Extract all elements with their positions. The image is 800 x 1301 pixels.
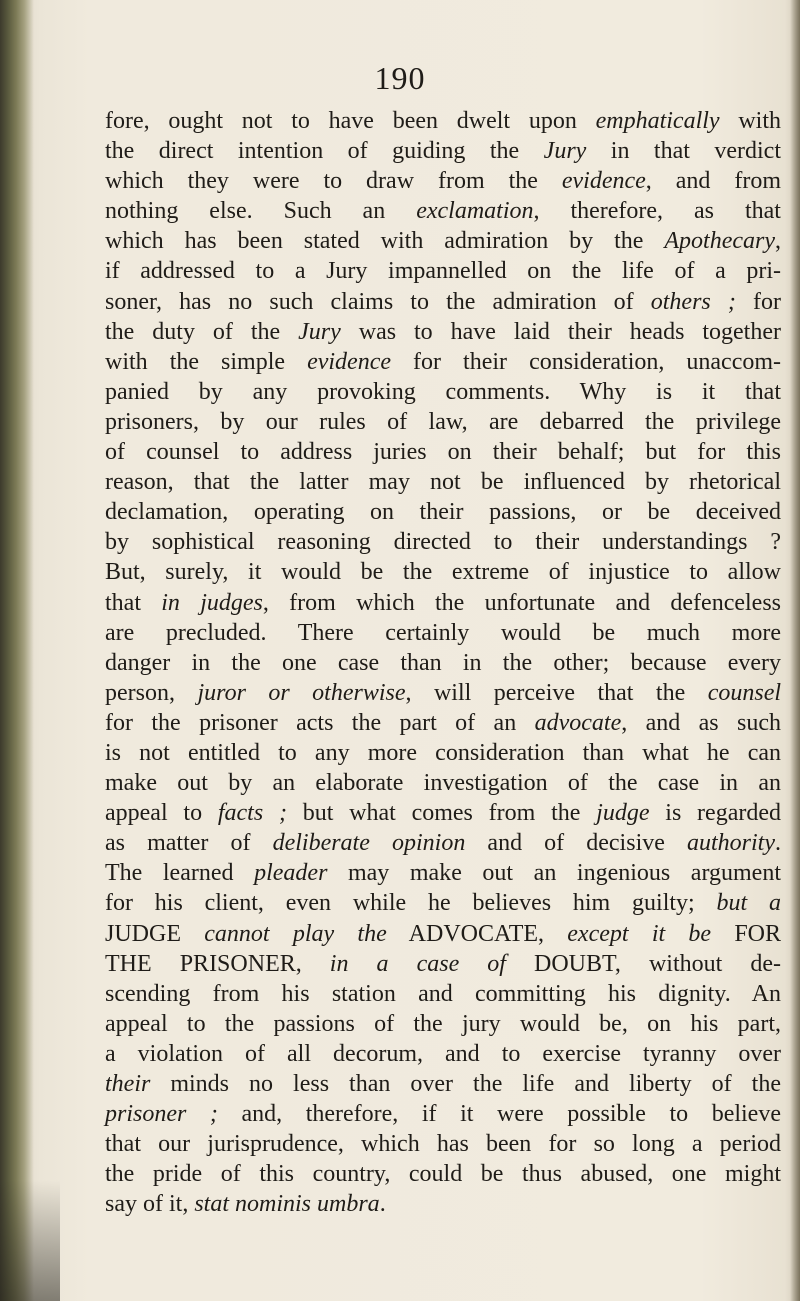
text-segment: is regarded [649,800,781,827]
italic-text-segment: counsel [707,679,782,706]
text-segment: person, [105,679,198,706]
text-line [105,317,781,347]
text-line [105,708,781,738]
text-segment: danger in the one case than in the other; because every [105,649,781,676]
text-line [105,828,781,858]
text-segment: JUDGE [105,920,205,947]
italic-text-segment: facts ; [217,800,287,827]
text-line [105,979,781,1009]
text-line [105,136,781,166]
page-shadow [0,1180,60,1301]
text-segment: with [719,108,781,134]
text-line [105,407,781,437]
text-segment: ADVOCATE, [386,920,568,947]
text-line [105,949,781,979]
text-line [105,618,781,648]
text-line [105,106,781,136]
text-segment: which they were to draw from the [105,168,562,195]
text-segment: panied by any provoking comments. Why is it that [105,378,781,405]
italic-text-segment: evidence [307,348,392,375]
text-line [105,557,781,587]
text-segment: nothing else. Such an [105,198,417,225]
text-segment: make out by an elaborate investigation of the case in an [105,770,781,797]
text-segment: appeal to [105,800,218,827]
text-segment: , and from [645,168,781,195]
italic-text-segment: Jury [298,318,341,345]
text-segment: The learned [105,860,255,887]
text-line [105,527,781,557]
page-right-edge [790,0,800,1301]
italic-text-segment: pleader [254,860,328,887]
text-segment: FOR [711,920,782,947]
italic-text-segment: in a case of [329,950,506,977]
text-segment: by sophistical reasoning directed to their understandings ? [105,529,781,556]
text-segment: the pride of this country, could be thus abused, one might [105,1161,781,1188]
text-line [105,1099,781,1129]
text-segment: if addressed to a Jury impannelled on the life of a pri- [105,258,781,285]
text-segment: , therefore, as that [533,198,781,225]
text-segment: , from which the unfortunate and defenceless [262,589,781,616]
text-segment: and of decisive [465,830,687,857]
text-segment: for the prisoner acts the part of an [105,709,535,736]
text-segment: are precluded. There certainly would be much more [105,619,781,646]
text-segment: prisoners, by our rules of law, are debarred the privilege [105,408,781,435]
text-segment: in that verdict [586,138,781,165]
italic-text-segment: advocate [534,709,622,736]
text-line [105,1039,781,1069]
book-binding-edge [0,0,34,1301]
text-line [105,467,781,497]
text-segment: , will perceive that the [405,679,708,706]
italic-text-segment: their [105,1071,151,1097]
text-segment: reason, that the latter may not be influenced by rhetorical [105,469,781,496]
text-line [105,678,781,708]
text-segment: But, surely, it would be the extreme of injustice to allow [105,559,781,586]
text-line [105,256,781,286]
text-segment: but what comes from the [286,800,597,827]
text-line [105,648,781,678]
italic-text-segment: Jury [543,138,587,165]
text-segment: , and as such [621,709,781,736]
italic-text-segment: authority [686,830,775,857]
text-segment: that [105,589,162,616]
italic-text-segment: judge [596,800,650,827]
italic-text-segment: deliberate opinion [272,830,466,857]
text-segment: . [379,1191,386,1218]
text-segment: , [775,228,781,255]
text-line [105,798,781,828]
text-segment: which has been stated with admiration by the [105,228,665,255]
text-line [105,166,781,196]
text-segment: say of it, [105,1191,195,1218]
text-segment: and, therefore, if it were possible to believe [217,1101,781,1128]
text-segment: as matter of [105,830,273,857]
text-segment: that our jurisprudence, which has been for so long a period [105,1131,781,1158]
text-segment: scending from his station and committing his dignity. An [105,980,781,1007]
text-line [105,347,781,377]
text-line [105,919,781,949]
text-segment: with the simple [105,348,308,375]
text-segment: minds no less than over the life and liberty of the [150,1071,781,1097]
italic-text-segment: Apothecary [664,228,775,255]
italic-text-segment: prisoner ; [105,1101,218,1128]
italic-text-segment: but a [716,890,782,917]
text-segment: of counsel to address juries on their behalf; but for this [105,439,781,466]
italic-text-segment: evidence [561,168,646,195]
text-segment: the direct intention of guiding the [105,138,544,165]
text-line [105,1009,781,1039]
italic-text-segment: stat nominis umbra [194,1191,380,1218]
italic-text-segment: emphatically [595,108,720,134]
text-segment: was to have laid their heads together [340,318,781,345]
italic-text-segment: others ; [650,288,736,315]
text-line [105,287,781,317]
text-segment: a violation of all decorum, and to exercise tyranny over [105,1040,781,1067]
text-line [105,738,781,768]
text-segment: fore, ought not to have been dwelt upon [105,108,596,134]
text-line [105,497,781,527]
italic-text-segment: except it be [567,920,712,947]
text-segment: appeal to the passions of the jury would be, on his part, [105,1010,781,1037]
text-line [105,588,781,618]
text-line [105,1129,781,1159]
text-segment: for their consideration, unaccom- [391,348,782,375]
text-segment: declamation, operating on their passions, or be deceived [105,499,781,526]
text-segment: THE PRISONER, [105,950,330,977]
text-line [105,888,781,918]
text-segment: for [735,288,782,315]
text-segment: may make out an ingenious argument [327,860,782,887]
text-line [105,1159,781,1189]
italic-text-segment: in judges [161,589,263,616]
text-segment: the duty of the [105,318,299,345]
italic-text-segment: cannot play the [204,920,387,947]
text-line [105,196,781,226]
text-line [105,768,781,798]
text-line [105,1069,781,1099]
text-segment: for his client, even while he believes him guilty; [105,890,717,917]
text-line [105,858,781,888]
text-segment: soner, has no such claims to the admiration of [105,288,651,315]
text-segment: . [774,830,781,857]
text-line [105,437,781,467]
italic-text-segment: juror or otherwise [197,679,406,706]
text-line [105,226,781,256]
text-line [105,1189,781,1219]
body-text [105,106,781,1219]
italic-text-segment: exclamation [416,198,534,225]
text-segment: DOUBT, without de- [505,950,781,977]
text-segment: is not entitled to any more consideration than what he can [105,739,781,766]
page-number: 190 [374,60,426,96]
text-line [105,377,781,407]
